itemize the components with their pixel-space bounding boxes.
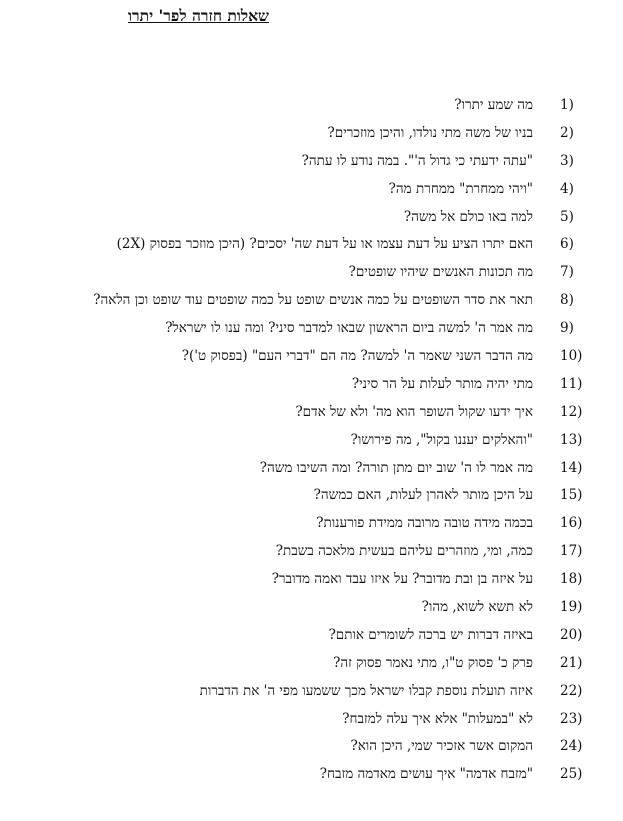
page-title: שאלות חזרה לפר' יתרו (128, 6, 269, 25)
question-text: לא "במעלות" אלא איך עלה למזבח? (342, 710, 533, 727)
question-number: 10) (560, 348, 583, 365)
question-number: 19) (560, 599, 583, 616)
question-number: 25) (560, 766, 583, 783)
question-item (28, 179, 588, 207)
question-text: כמה, ומי, מוזהרים עליהם בעשית מלאכה בשבת? (275, 543, 533, 560)
question-item (28, 736, 588, 764)
question-item (28, 95, 588, 123)
question-text: למה באו כולם אל משה? (403, 208, 533, 225)
question-number: 3) (560, 152, 574, 169)
question-text: תאר את סדר השופטים על כמה אנשים שופט על כמה שופטים עוד שופט וכן הלאה? (93, 292, 533, 309)
question-item (28, 402, 588, 430)
question-number: 8) (560, 292, 574, 309)
question-text: מה תכונות האנשים שיהיו שופטים? (348, 264, 533, 281)
question-number: 11) (560, 375, 583, 392)
question-item (28, 262, 588, 290)
question-number: 2) (560, 124, 574, 141)
question-list (28, 95, 588, 792)
question-item (28, 123, 588, 151)
question-text: בכמה מידה טובה מרובה ממידת פורענות? (316, 515, 533, 532)
question-number: 13) (560, 431, 583, 448)
question-text: איזה תועלת נוספת קבלו ישראל מכך ששמעו מפי ה' את הדברות (199, 682, 533, 699)
question-number: 23) (560, 710, 583, 727)
question-item (28, 458, 588, 486)
question-item (28, 597, 588, 625)
question-text: פרק כ' פסוק ט"ו, מתי נאמר פסוק זה? (333, 654, 533, 671)
question-item (28, 485, 588, 513)
question-text: "מזבח אדמה" איך עושים מאדמה מזבח? (319, 766, 533, 783)
question-text: מתי יהיה מותר לעלות על הר סיני? (351, 375, 533, 392)
question-text: מה אמר לו ה' שוב יום מתן תורה? ומה השיבו משה? (259, 459, 533, 476)
question-item (28, 709, 588, 737)
question-text: "עתה ידעתי כי גדול ה'". במה נודע לו עתה? (301, 152, 533, 169)
question-number: 12) (560, 403, 583, 420)
question-text: האם יתרו הציע על דעת עצמו או על דעת שה' יסכים? (היכן מוזכר בפסוק (2X) (116, 236, 533, 253)
question-item (28, 513, 588, 541)
question-number: 18) (560, 571, 583, 588)
question-text: "ויהי ממחרת" ממחרת מה? (388, 180, 533, 197)
question-text: המקום אשר אזכיר שמי, היכן הוא? (350, 738, 533, 755)
question-number: 20) (560, 626, 583, 643)
question-item (28, 625, 588, 653)
question-text: בניו של משה מתי נולדו, והיכן מוזכרים? (327, 124, 533, 141)
question-text: איך ידעו שקול השופר הוא מה' ולא של אדם? (295, 403, 533, 420)
question-item (28, 681, 588, 709)
question-number: 22) (560, 682, 583, 699)
question-text: על היכן מותר לאהרן לעלות, האם כמשה? (313, 487, 533, 504)
question-number: 24) (560, 738, 583, 755)
question-text: לא תשא לשוא, מהו? (421, 599, 533, 616)
question-number: 14) (560, 459, 583, 476)
question-text: על איזה בן ובת מדובר? על איזו עבד ואמה מדובר? (271, 571, 533, 588)
question-item (28, 430, 588, 458)
question-number: 15) (560, 487, 583, 504)
question-item (28, 207, 588, 235)
question-item (28, 374, 588, 402)
question-text: באיזה דברות יש ברכה לשומרים אותם? (328, 626, 533, 643)
question-text: מה אמר ה' למשה ביום הראשון שבאו למדבר סיני? ומה ענו לו ישראל? (165, 320, 533, 337)
question-item (28, 318, 588, 346)
question-item (28, 569, 588, 597)
question-number: 6) (560, 236, 574, 253)
question-item (28, 541, 588, 569)
question-number: 1) (560, 97, 574, 113)
question-item (28, 346, 588, 374)
question-item (28, 234, 588, 262)
question-number: 16) (560, 515, 583, 532)
question-number: 9) (560, 320, 574, 337)
question-number: 21) (560, 654, 583, 671)
question-number: 5) (560, 208, 574, 225)
question-text: מה שמע יתרו? (454, 97, 533, 113)
question-item (28, 764, 588, 792)
question-number: 7) (560, 264, 574, 281)
question-item (28, 290, 588, 318)
question-text: מה הדבר השני שאמר ה' למשה? מה הם "דברי העם" (בפסוק ט')? (181, 348, 533, 365)
question-text: "והאלקים יעננו בקול", מה פירושו? (350, 431, 533, 448)
question-item (28, 151, 588, 179)
question-number: 17) (560, 543, 583, 560)
question-item (28, 653, 588, 681)
question-number: 4) (560, 180, 574, 197)
